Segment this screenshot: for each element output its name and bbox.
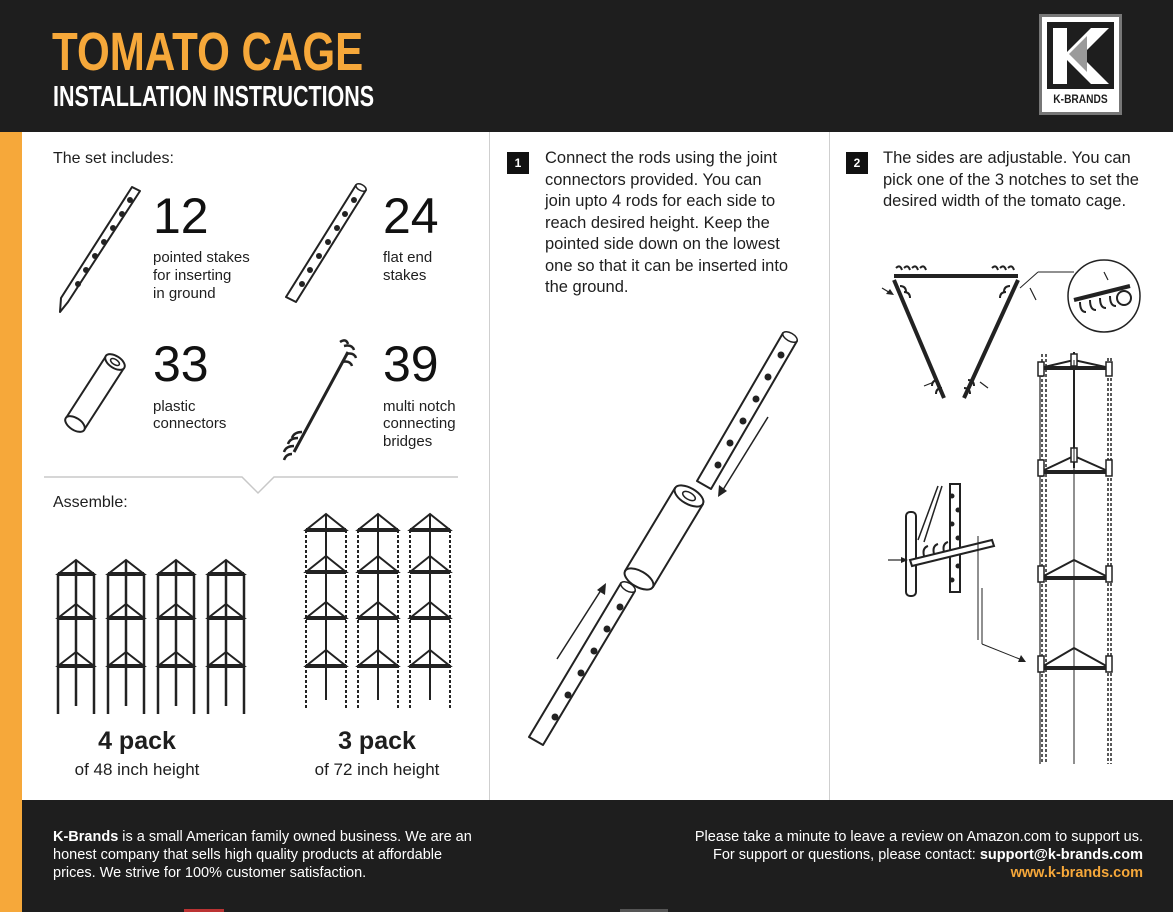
label-bridges: connecting xyxy=(383,415,456,432)
support-line xyxy=(695,846,1143,864)
about-line: is a small American family owned business. We are an xyxy=(118,829,472,845)
connector-icon xyxy=(62,354,128,434)
page-title: TOMATO CAGE xyxy=(52,22,364,82)
pack-3-subtitle: of 72 inch height xyxy=(314,760,440,779)
step-1-text: Connect the rods using the joint connectors provided. You can join upto 4 rods for each side to reach desired height. Keep the pointed side down on the lowest one so that it can be inserted into the ground. xyxy=(545,149,789,296)
label-flat-stakes: stakes xyxy=(383,267,427,284)
label-bridges: multi notch xyxy=(383,398,456,415)
bridge-icon xyxy=(284,340,364,460)
assemble-heading: Assemble: xyxy=(53,494,128,511)
label-connectors: connectors xyxy=(153,415,227,432)
pack-4-title: 4 pack xyxy=(98,727,176,755)
label-flat-stakes: flat end xyxy=(383,249,433,266)
about-line: prices. We strive for 100% customer satisfaction. xyxy=(53,865,367,881)
footer xyxy=(22,800,1173,912)
count-connectors: 33 xyxy=(153,336,209,392)
brand-logo xyxy=(1039,14,1122,115)
pack-3-title: 3 pack xyxy=(338,727,416,755)
contact-block xyxy=(695,828,1143,882)
header xyxy=(0,0,1173,132)
step-1-badge: 1 xyxy=(507,152,529,174)
review-request: Please take a minute to leave a review on Amazon.com to support us. xyxy=(694,829,1143,845)
brand-name: K-Brands xyxy=(53,829,119,845)
pointed-stake-icon xyxy=(56,184,146,314)
k-brands-logo-icon xyxy=(1047,22,1114,89)
cage-4pack-illustration xyxy=(52,556,252,716)
label-connectors: plastic xyxy=(153,398,196,415)
set-heading: The set includes: xyxy=(53,150,174,167)
page-subtitle: INSTALLATION INSTRUCTIONS xyxy=(53,81,375,113)
count-flat-stakes: 24 xyxy=(383,188,439,244)
support-label: For support or questions, please contact: xyxy=(713,847,980,863)
cage-3pack-illustration xyxy=(300,510,460,710)
label-pointed-stakes: for inserting xyxy=(153,267,232,284)
tall-cage-illustration xyxy=(974,348,1124,768)
about-line: honest company that sells high quality products at affordable xyxy=(53,847,443,863)
column-divider xyxy=(829,132,830,800)
step-2-text: The sides are adjustable. You can pick one of the 3 notches to set the desired width of the tomato cage. xyxy=(883,149,1139,210)
label-bridges: bridges xyxy=(383,433,433,450)
rod-connection-illustration xyxy=(525,325,805,750)
label-pointed-stakes: in ground xyxy=(153,285,216,302)
label-pointed-stakes: pointed stakes xyxy=(153,249,250,266)
about-text xyxy=(53,828,493,882)
logo-text: K-BRANDS xyxy=(1053,92,1108,106)
flat-stake-icon xyxy=(282,182,372,306)
website-link[interactable]: www.k-brands.com xyxy=(1010,865,1143,881)
support-email-link[interactable]: support@k-brands.com xyxy=(979,847,1143,863)
count-bridges: 39 xyxy=(383,336,439,392)
column-divider xyxy=(489,132,490,800)
count-pointed-stakes: 12 xyxy=(153,188,209,244)
step-2-badge: 2 xyxy=(846,152,868,174)
pack-4-subtitle: of 48 inch height xyxy=(74,760,200,779)
accent-side-bar xyxy=(0,132,22,912)
